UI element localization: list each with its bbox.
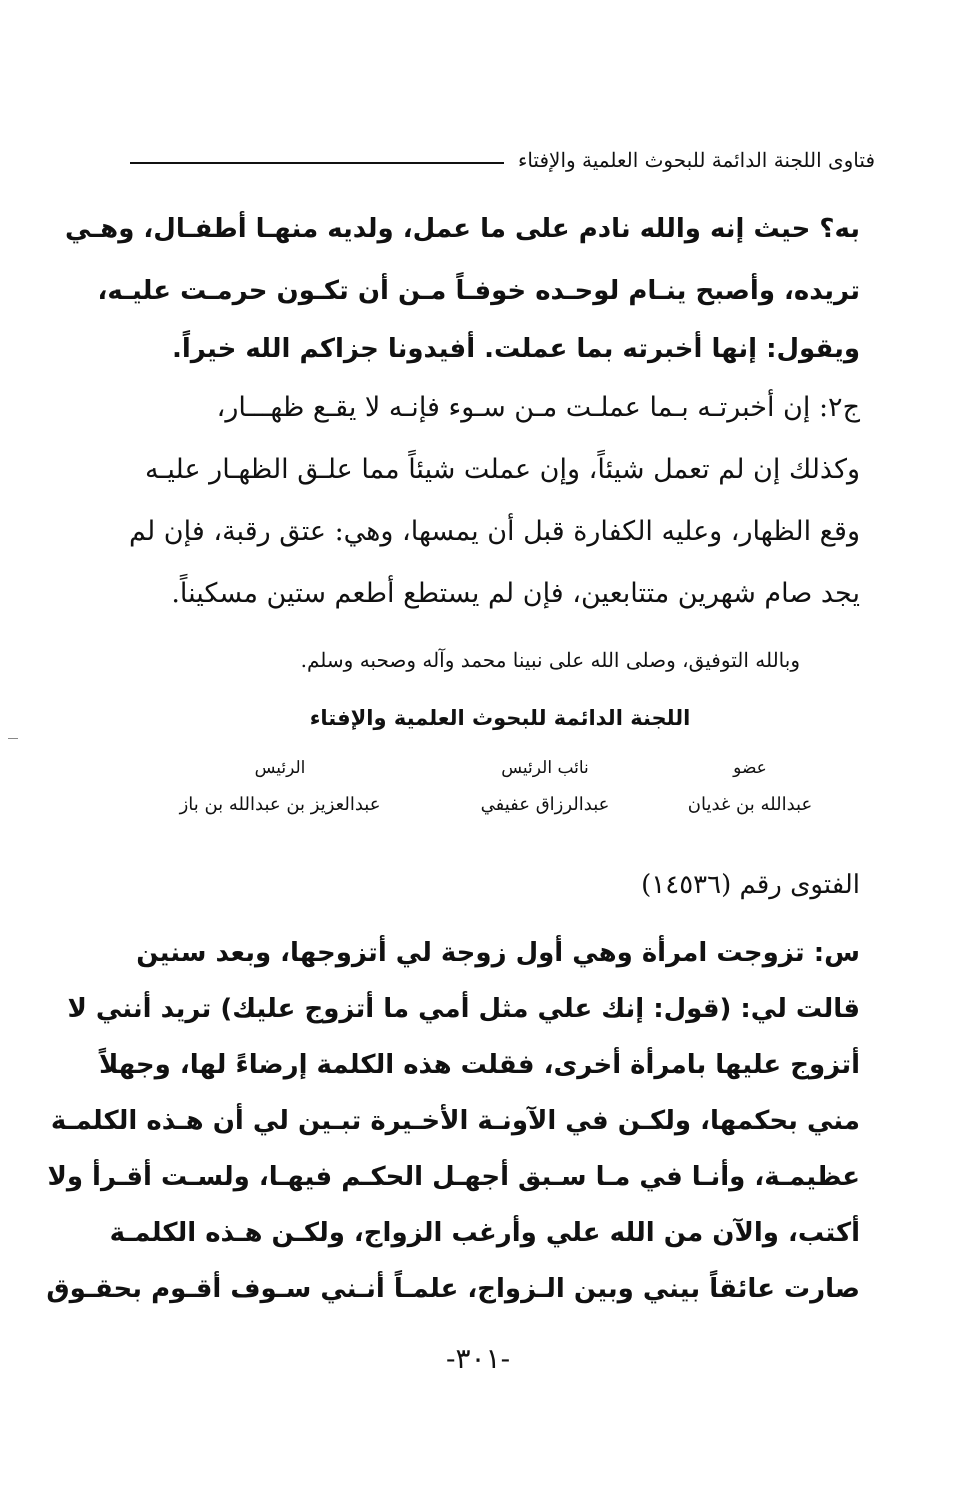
committee-title: اللجنة الدائمة للبحوث العلمية والإفتاء bbox=[309, 706, 691, 730]
answer-line-4: يجد صام شهرين متتابعين، فإن لم يستطع أطعم ستين مسكيناً. bbox=[171, 578, 860, 609]
header-rule bbox=[130, 162, 504, 164]
header-title: فتاوى اللجنة الدائمة للبحوث العلمية والإفتاء bbox=[517, 148, 875, 172]
question2-line-5: عظيمـة، وأنـا في مـا سـبق أجهـل الحكـم فيهـا، ولسـت أقـرأ ولا bbox=[47, 1162, 860, 1192]
answer-line-2: وكذلك إن لم تعمل شيئاً، وإن عملت شيئاً مما علـق الظهـار عليـه bbox=[145, 454, 860, 485]
question2-line-2: قالت لي: (قول: إنك علي مثل أمي ما أتزوج عليك) تريد أنني لا bbox=[67, 994, 860, 1024]
question2-line-7: صارت عائقاً بيني وبين الـزواج، علمـاً أنـني سـوف أقـوم بحقـوق bbox=[46, 1274, 860, 1304]
signatory-role: الرئيس bbox=[254, 758, 306, 778]
signatory-name: عبدالله بن غديان bbox=[687, 794, 813, 815]
closing-line: وبالله التوفيق، وصلى الله على نبينا محمد وآله وصحبه وسلم. bbox=[300, 648, 800, 672]
question2-line-6: أكتب، والآن من الله علي وأرغب الزواج، ولكـن هـذه الكلمـة bbox=[109, 1218, 860, 1248]
question2-line-3: أتزوج عليها بامرأة أخرى، فقلت هذه الكلمة إرضاءً لها، وجهلاً bbox=[98, 1050, 860, 1080]
running-header bbox=[130, 140, 875, 180]
answer-line-3: وقع الظهار، وعليه الكفارة قبل أن يمسها، وهي: عتق رقبة، فإن لم bbox=[129, 516, 860, 547]
question-line-1: به؟ حيث إنه والله نادم على ما عمل، ولديه منهـا أطفـال، وهـي bbox=[64, 214, 860, 244]
signatory-president bbox=[160, 758, 400, 815]
question2-line-1: س: تزوجت امرأة وهي أول زوجة لي أتزوجها، وبعد سنين bbox=[136, 938, 860, 968]
signatory-member bbox=[660, 758, 840, 815]
signatory-role: نائب الرئيس bbox=[501, 758, 589, 778]
question2-line-4: مني بحكمها، ولكـن في الآونـة الأخـيرة تبـين لي أن هـذه الكلمـة bbox=[50, 1106, 860, 1136]
page-number: -٣٠١- bbox=[445, 1342, 511, 1375]
question-line-2: تريده، وأصبح ينـام لوحـده خوفـاً مـن أن تكـون حرمـت عليـه، bbox=[97, 276, 860, 306]
signatory-vice-president bbox=[445, 758, 645, 815]
signatory-role: عضو bbox=[733, 758, 767, 778]
margin-mark bbox=[8, 738, 18, 739]
signatory-name: عبدالعزيز بن عبدالله بن باز bbox=[179, 794, 381, 815]
answer-line-1: ج٢: إن أخبرتـه بـما عملـت مـن سـوء فإنـه لا يقـع ظهـــار، bbox=[216, 392, 860, 423]
fatwa-number: الفتوى رقم (١٤٥٣٦) bbox=[641, 870, 860, 900]
signatory-name: عبدالرزاق عفيفي bbox=[480, 794, 610, 815]
question-line-3: ويقول: إنها أخبرته بما عملت. أفيدونا جزاكم الله خيراً. bbox=[172, 334, 860, 364]
